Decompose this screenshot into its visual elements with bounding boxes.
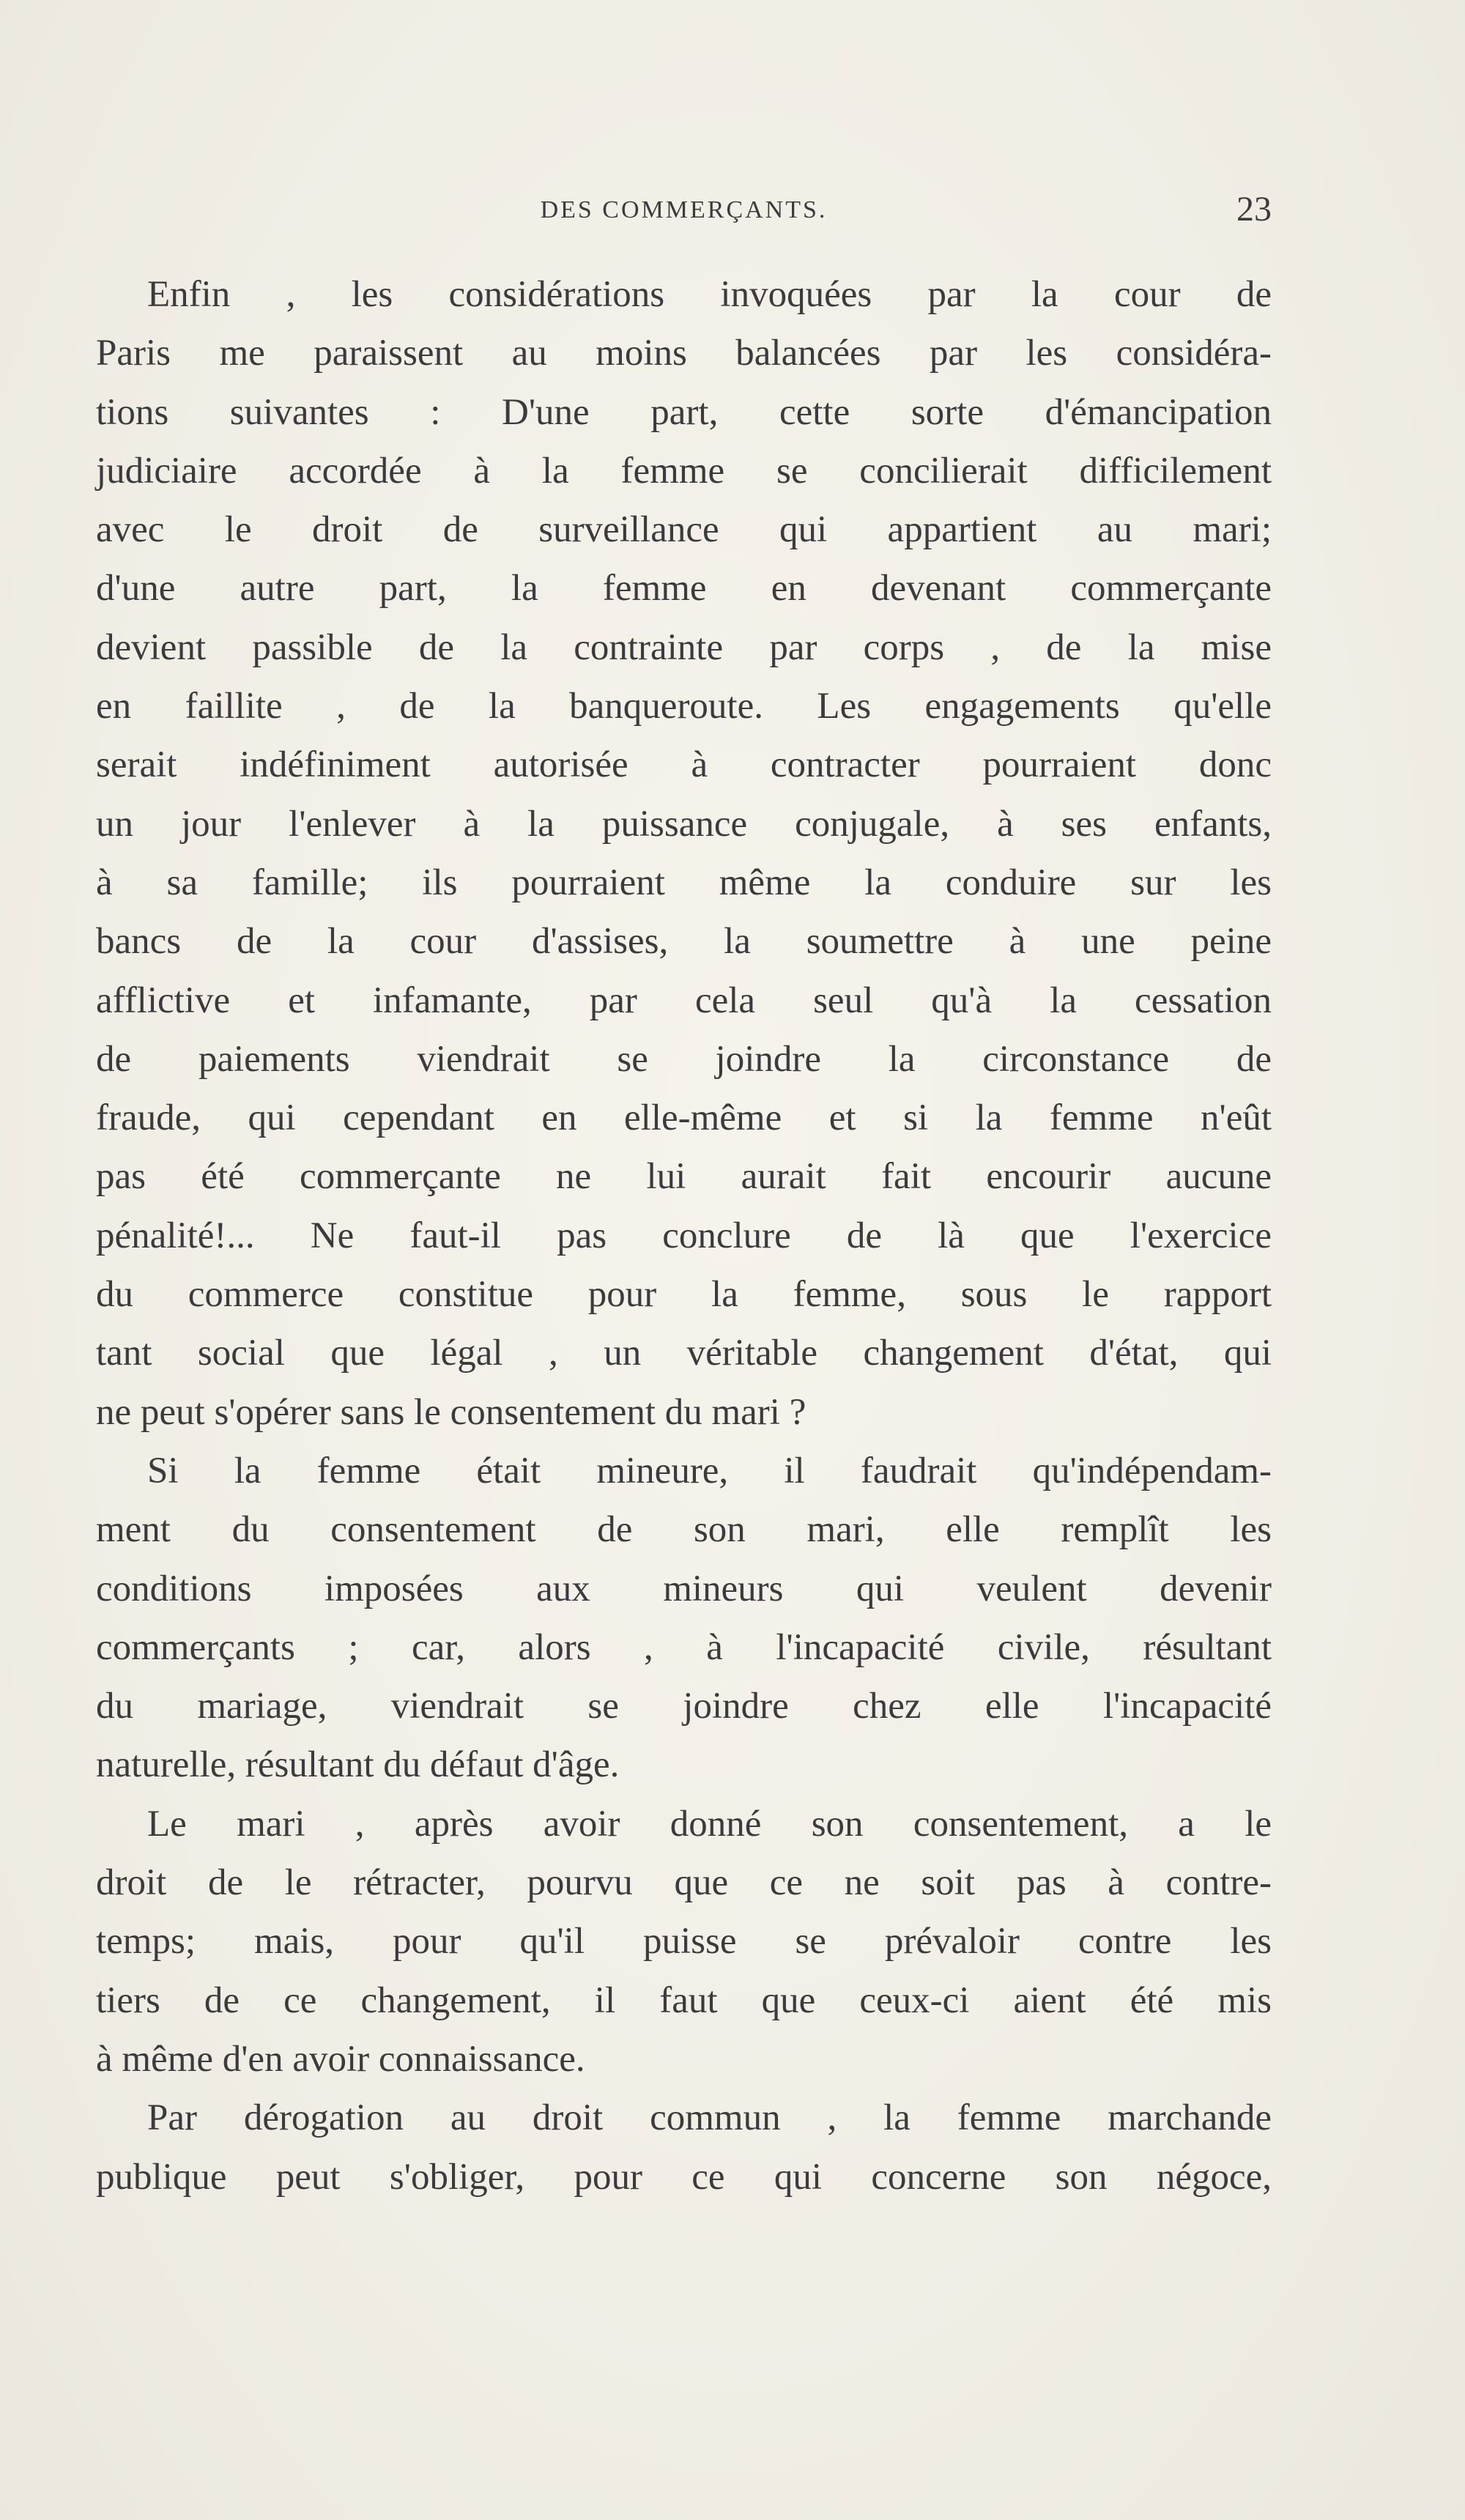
- text-line: d'une autre part, la femme en devenant commerçante: [96, 568, 1272, 609]
- text-line: bancs de la cour d'assises, la soumettre à une peine: [96, 921, 1272, 963]
- text-line: du commerce constitue pour la femme, sous le rapport: [96, 1274, 1272, 1316]
- running-title: DES COMMERÇANTS.: [540, 196, 828, 223]
- text-line: du mariage, viendrait se joindre chez elle l'incapacité: [96, 1686, 1272, 1727]
- text-line: droit de le rétracter, pourvu que ce ne soit pas à contre-: [96, 1862, 1272, 1904]
- text-line: conditions imposées aux mineurs qui veulent devenir: [96, 1568, 1272, 1609]
- text-line: avec le droit de surveillance qui appartient au mari;: [96, 509, 1272, 551]
- text-line: tant social que légal , un véritable changement d'état, qui: [96, 1333, 1272, 1374]
- text-line: pas été commerçante ne lui aurait fait encourir aucune: [96, 1156, 1272, 1198]
- text-line: en faillite , de la banqueroute. Les engagements qu'elle: [96, 686, 1272, 727]
- text-line: serait indéfiniment autorisée à contracter pourraient donc: [96, 744, 1272, 786]
- text-line: commerçants ; car, alors , à l'incapacité civile, résultant: [96, 1626, 1272, 1668]
- text-line: Paris me paraissent au moins balancées par les considéra-: [96, 333, 1272, 374]
- text-line: de paiements viendrait se joindre la circonstance de: [96, 1038, 1272, 1080]
- text-line: tiers de ce changement, il faut que ceux-ci aient été mis: [96, 1979, 1272, 2021]
- text-line: temps; mais, pour qu'il puisse se prévaloir contre les: [96, 1921, 1272, 1963]
- text-line: ne peut s'opérer sans le consentement du mari ?: [96, 1391, 806, 1433]
- text-line: naturelle, résultant du défaut d'âge.: [96, 1744, 620, 1786]
- text-line: devient passible de la contrainte par corps , de la mise: [96, 626, 1272, 668]
- text-line: publique peut s'obliger, pour ce qui concerne son négoce,: [96, 2156, 1272, 2198]
- running-head: [96, 190, 1272, 240]
- text-line: ment du consentement de son mari, elle remplît les: [96, 1509, 1272, 1551]
- text-line: Le mari , après avoir donné son consentement, a le: [147, 1803, 1272, 1845]
- text-line: afflictive et infamante, par cela seul qu'à la cessation: [96, 979, 1272, 1021]
- text-line: Si la femme était mineure, il faudrait qu'indépendam-: [147, 1450, 1272, 1491]
- text-line: Enfin , les considérations invoquées par la cour de: [147, 274, 1272, 315]
- text-line: judiciaire accordée à la femme se concilierait difficilement: [96, 450, 1272, 492]
- text-line: tions suivantes : D'une part, cette sorte d'émancipation: [96, 391, 1272, 433]
- text-line: pénalité!... Ne faut-il pas conclure de là que l'exercice: [96, 1215, 1272, 1256]
- text-line: à sa famille; ils pourraient même la conduire sur les: [96, 861, 1272, 903]
- text-line: fraude, qui cependant en elle-même et si la femme n'eût: [96, 1097, 1272, 1139]
- page-number: 23: [1236, 190, 1272, 229]
- text-line: à même d'en avoir connaissance.: [96, 2038, 585, 2080]
- text-line: un jour l'enlever à la puissance conjugale, à ses enfants,: [96, 803, 1272, 845]
- body-text: [96, 265, 1272, 2206]
- text-line: Par dérogation au droit commun , la femme marchande: [147, 2097, 1272, 2139]
